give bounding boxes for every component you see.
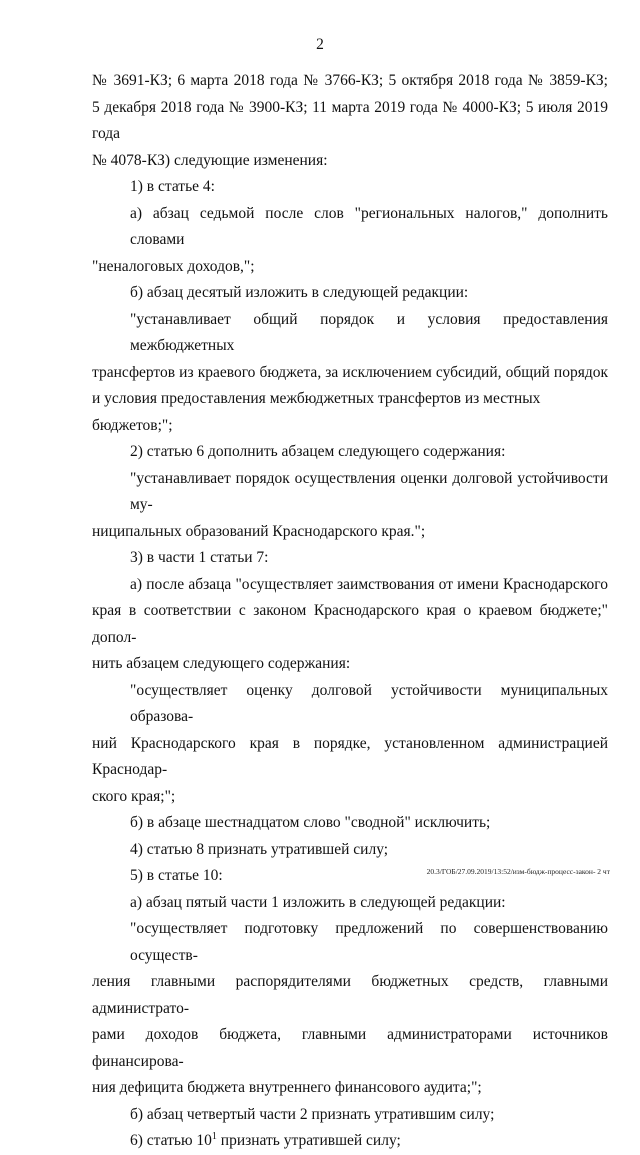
text-line: б) в абзаце шестнадцатом слово "сводной" исключить; xyxy=(130,814,491,831)
text-line: а) абзац седьмой после слов "региональных налогов," дополнить словами xyxy=(130,204,608,248)
text-line: а) абзац пятый части 1 изложить в следующей редакции: xyxy=(130,893,506,911)
document-footer: 20.3/ГОБ/27.09.2019/13:52/изм-бюдж-процесс-закон- 2 чт xyxy=(426,867,610,876)
text-line: "устанавливает порядок осуществления оценки долговой устойчивости му- xyxy=(130,469,608,513)
text-line: б) абзац десятый изложить в следующей редакции: xyxy=(130,284,469,301)
text-line: ний Краснодарского края в порядке, установленном администрацией Краснодар- xyxy=(92,734,608,778)
text-line: "неналоговых доходов,"; xyxy=(92,257,255,275)
text-line: № 4078-КЗ) следующие изменения: xyxy=(92,151,328,169)
text-line: рами доходов бюджета, главными администраторами источников финансирова- xyxy=(92,1026,608,1070)
text-line: 5) в статье 10: xyxy=(130,867,223,884)
text-line: края в соответствии с законом Краснодарского края о краевом бюджете;" допол- xyxy=(92,602,608,646)
text-line: ния дефицита бюджета внутреннего финансового аудита;"; xyxy=(92,1079,482,1096)
document-body xyxy=(92,68,608,1155)
text-line: 2) статью 6 дополнить абзацем следующего содержания: xyxy=(130,443,506,460)
text-line: 3) в части 1 статьи 7: xyxy=(130,549,269,566)
text-line: № 3691-КЗ; 6 марта 2018 года № 3766-КЗ; 5 октября 2018 года № 3859-КЗ; xyxy=(92,72,608,89)
text-line: трансфертов из краевого бюджета, за исключением субсидий, общий порядок xyxy=(92,363,608,381)
text-line: 5 декабря 2018 года № 3900-КЗ; 11 марта 2019 года № 4000-КЗ; 5 июля 2019 года xyxy=(92,98,608,142)
text-line: и условия предоставления межбюджетных трансфертов из местных бюджетов;"; xyxy=(92,390,541,434)
text-fragment: 6) статью 10 xyxy=(130,1132,212,1149)
text-line: ского края;"; xyxy=(92,787,176,805)
text-line: ниципальных образований Краснодарского края."; xyxy=(92,522,426,540)
superscript: 1 xyxy=(211,1131,217,1142)
text-line: ления главными распорядителями бюджетных средств, главными администрато- xyxy=(92,973,608,1017)
text-fragment: признать утратившей силу; xyxy=(216,1132,401,1149)
text-line: "осуществляет оценку долговой устойчивости муниципальных образова- xyxy=(130,681,608,725)
text-line: б) абзац четвертый части 2 признать утратившим силу; xyxy=(130,1105,495,1123)
text-line: 4) статью 8 признать утратившей силу; xyxy=(130,840,389,858)
text-line-with-superscript xyxy=(92,1128,608,1155)
text-line: нить абзацем следующего содержания: xyxy=(92,655,351,672)
text-line: а) после абзаца "осуществляет заимствования от имени Краснодарского xyxy=(130,575,608,593)
text-line: "осуществляет подготовку предложений по совершенствованию осуществ- xyxy=(130,920,608,964)
text-line: "устанавливает общий порядок и условия предоставления межбюджетных xyxy=(130,310,608,354)
text-line: 1) в статье 4: xyxy=(130,178,215,195)
page-number: 2 xyxy=(316,36,324,53)
